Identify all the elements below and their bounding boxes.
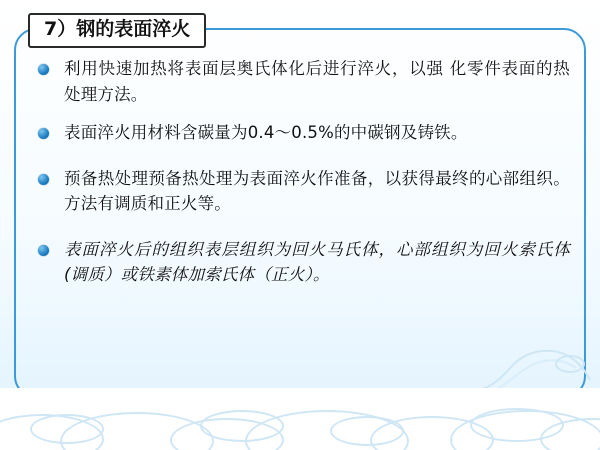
list-item [36,120,570,146]
bullet-dot-icon [38,64,49,75]
bullet-dot-icon [38,245,49,256]
list-item [36,56,570,107]
list-item [36,237,570,288]
list-item-text: 利用快速加热将表面层奥氏体化后进行淬火，以强 化零件表面的热处理方法。 [64,59,570,104]
bullet-list [36,56,570,301]
slide-title-box [28,13,206,48]
wave-decoration [0,388,600,450]
page-title: 7）钢的表面淬火 [44,18,191,40]
wave-arc-icon [330,416,404,446]
list-item [36,166,570,217]
wave-arc-icon [470,408,564,442]
wave-arc-icon [30,414,104,444]
bullet-dot-icon [38,174,49,185]
wave-arc-icon [200,410,284,442]
list-item-text: 表面淬火用材料含碳量为0.4～0.5%的中碳钢及铸铁。 [64,123,468,143]
list-item-text: 表面淬火后的组织表层组织为回火马氏体，心部组织为回火索氏体(调质）或铁素体加索氏体（正火）。 [64,239,570,285]
list-item-text: 预备热处理预备热处理为表面淬火作准备，以获得最终的心部组织。方法有调质和正火等。 [64,168,570,214]
